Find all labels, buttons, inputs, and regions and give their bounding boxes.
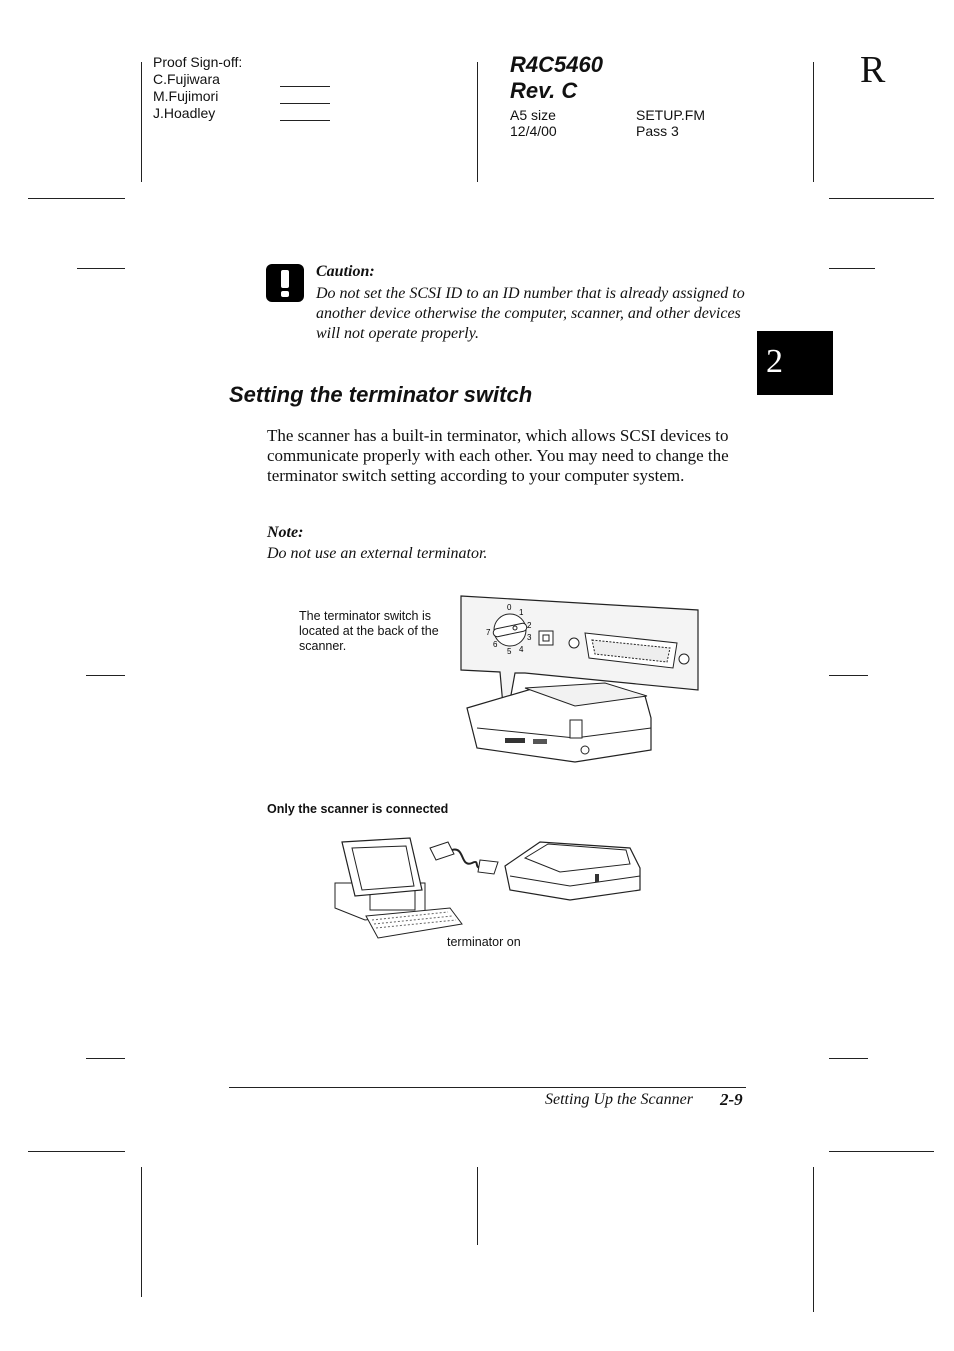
- doc-pass: Pass 3: [636, 123, 679, 139]
- scsi-cable-icon: [430, 842, 498, 874]
- signature-line: [280, 87, 330, 104]
- crop-mark: [829, 268, 875, 269]
- body-paragraph: The scanner has a built-in terminator, which allows SCSI devices to communicate properly with each other. You may need to change the terminator switch setting according to your computer system.: [267, 426, 729, 485]
- chapter-number: 2: [766, 343, 783, 380]
- signer-name: J.Hoadley: [153, 105, 216, 121]
- crop-mark: [28, 198, 125, 199]
- dial-number: 5: [507, 647, 512, 656]
- crop-mark: [829, 198, 934, 199]
- signature-line: [280, 104, 330, 121]
- scanner-back-illustration: [455, 588, 705, 768]
- caution-label: Caution:: [316, 263, 375, 280]
- proof-signoff: [153, 54, 242, 122]
- dial-number: 3: [527, 633, 532, 642]
- figure-callout: The terminator switch is located at the back of the scanner.: [299, 609, 439, 653]
- crop-mark: [28, 1151, 125, 1152]
- signature-blanks: [280, 70, 330, 121]
- note-text: Do not use an external terminator.: [267, 545, 488, 562]
- doc-file: SETUP.FM: [636, 107, 705, 123]
- crop-mark: [829, 1058, 868, 1059]
- footer-rule: [229, 1087, 746, 1088]
- crop-mark: [829, 1151, 934, 1152]
- signer-name: M.Fujimori: [153, 88, 219, 104]
- note-label: Note:: [267, 524, 304, 541]
- dial-number: 4: [519, 645, 524, 654]
- crop-mark: [477, 1167, 478, 1245]
- crop-mark: [141, 1167, 142, 1297]
- doc-size: A5 size: [510, 107, 556, 123]
- crop-mark: [77, 268, 125, 269]
- crop-mark: [813, 1167, 814, 1312]
- doc-date: 12/4/00: [510, 123, 557, 139]
- crop-mark: [813, 62, 814, 182]
- figure-caption: Only the scanner is connected: [267, 802, 449, 816]
- crop-mark: [86, 675, 125, 676]
- doc-code: R4C5460: [510, 52, 603, 77]
- dial-number: 2: [527, 621, 532, 630]
- dial-number: 6: [493, 640, 498, 649]
- proof-title: Proof Sign-off:: [153, 54, 243, 70]
- caution-icon: [266, 264, 304, 302]
- terminator-label: terminator on: [447, 935, 521, 949]
- crop-mark: [141, 62, 142, 182]
- footer-title: Setting Up the Scanner: [545, 1091, 693, 1108]
- section-heading: Setting the terminator switch: [229, 382, 533, 407]
- scanner-icon: [505, 842, 640, 900]
- crop-mark: [829, 675, 868, 676]
- dial-number: 7: [486, 628, 491, 637]
- doc-revision: Rev. C: [510, 78, 578, 103]
- scanner-body: [467, 683, 651, 762]
- corner-mark: R: [860, 49, 886, 91]
- crop-mark: [477, 62, 478, 182]
- signature-line: [280, 70, 330, 87]
- page-number: 2-9: [720, 1090, 743, 1109]
- dial-number: 1: [519, 608, 524, 617]
- crop-mark: [86, 1058, 125, 1059]
- dial-number: 0: [507, 603, 512, 612]
- caution-text: Do not set the SCSI ID to an ID number that is already assigned to another device otherwise the computer, scanner, and other devices will not operate properly.: [316, 285, 745, 342]
- chapter-tab: [757, 331, 833, 395]
- connection-illustration: [330, 828, 645, 943]
- signer-name: C.Fujiwara: [153, 71, 220, 87]
